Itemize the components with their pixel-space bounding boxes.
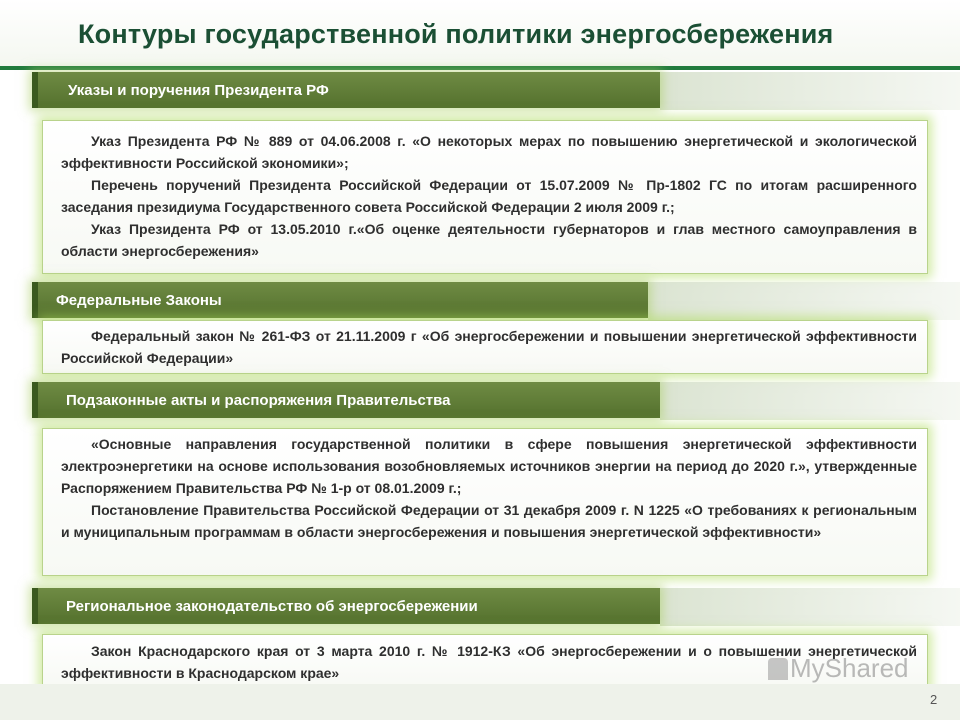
title-divider — [0, 66, 960, 70]
paragraph: Указ Президента РФ № 889 от 04.06.2008 г. «О некоторых мерах по повышению энергетической и экологической эффективности Российской экономики»; — [61, 133, 917, 171]
header-backdrop — [648, 282, 960, 320]
paragraph: Перечень поручений Президента Российской Федерации от 15.07.2009 № Пр-1802 ГС по итогам расширенного заседания президиума Государственного совета Российской Федерации 2 июля 2009 г.; — [61, 177, 917, 215]
paragraph: Постановление Правительства Российской Федерации от 31 декабря 2009 г. N 1225 «О требованиях к региональным и муниципальным программам в области энергосбережения и повышения энергетической эффективности» — [61, 502, 917, 540]
section-header-federal-laws — [32, 282, 648, 318]
watermark-logo-icon — [768, 658, 788, 680]
section-header-regional-legislation — [32, 588, 660, 624]
page-title: Контуры государственной политики энергосбережения — [78, 19, 834, 49]
paragraph: Федеральный закон № 261-ФЗ от 21.11.2009 г «Об энергосбережении и повышении энергетической эффективности Российской Федерации» — [61, 328, 917, 366]
section-header-label: Региональное законодательство об энергосбережении — [66, 597, 478, 615]
section-header-label: Подзаконные акты и распоряжения Правительства — [66, 391, 451, 409]
section-header-label: Указы и поручения Президента РФ — [68, 81, 329, 99]
paragraph: «Основные направления государственной политики в сфере повышения энергетической эффективности электроэнергетики на основе использования возобновляемых источников энергии на период до 2020 г.», утвержденные Распоряжением Правительства РФ № 1-р от 08.01.2009 г.; — [61, 436, 917, 496]
paragraph: Закон Краснодарского края от 3 марта 2010 г. № 1912-КЗ «Об энергосбережении и о повышении энергетической эффективности в Краснодарском крае» — [61, 643, 917, 681]
section-header-presidential-decrees — [32, 72, 660, 108]
header-backdrop — [660, 72, 960, 110]
paragraph: Указ Президента РФ от 13.05.2010 г.«Об оценке деятельности губернаторов и глав местного самоуправления в области энергосбережения» — [61, 221, 917, 259]
section-header-label: Федеральные Законы — [56, 291, 222, 309]
header-backdrop — [660, 588, 960, 626]
section-content-government-acts — [42, 428, 928, 576]
header-backdrop — [660, 382, 960, 420]
section-header-government-acts — [32, 382, 660, 418]
footer-strip — [0, 684, 960, 720]
watermark-text: MyShared — [790, 653, 909, 683]
page-number: 2 — [930, 692, 938, 707]
watermark — [768, 653, 909, 684]
section-content-presidential-decrees — [42, 120, 928, 274]
section-content-federal-laws — [42, 320, 928, 374]
